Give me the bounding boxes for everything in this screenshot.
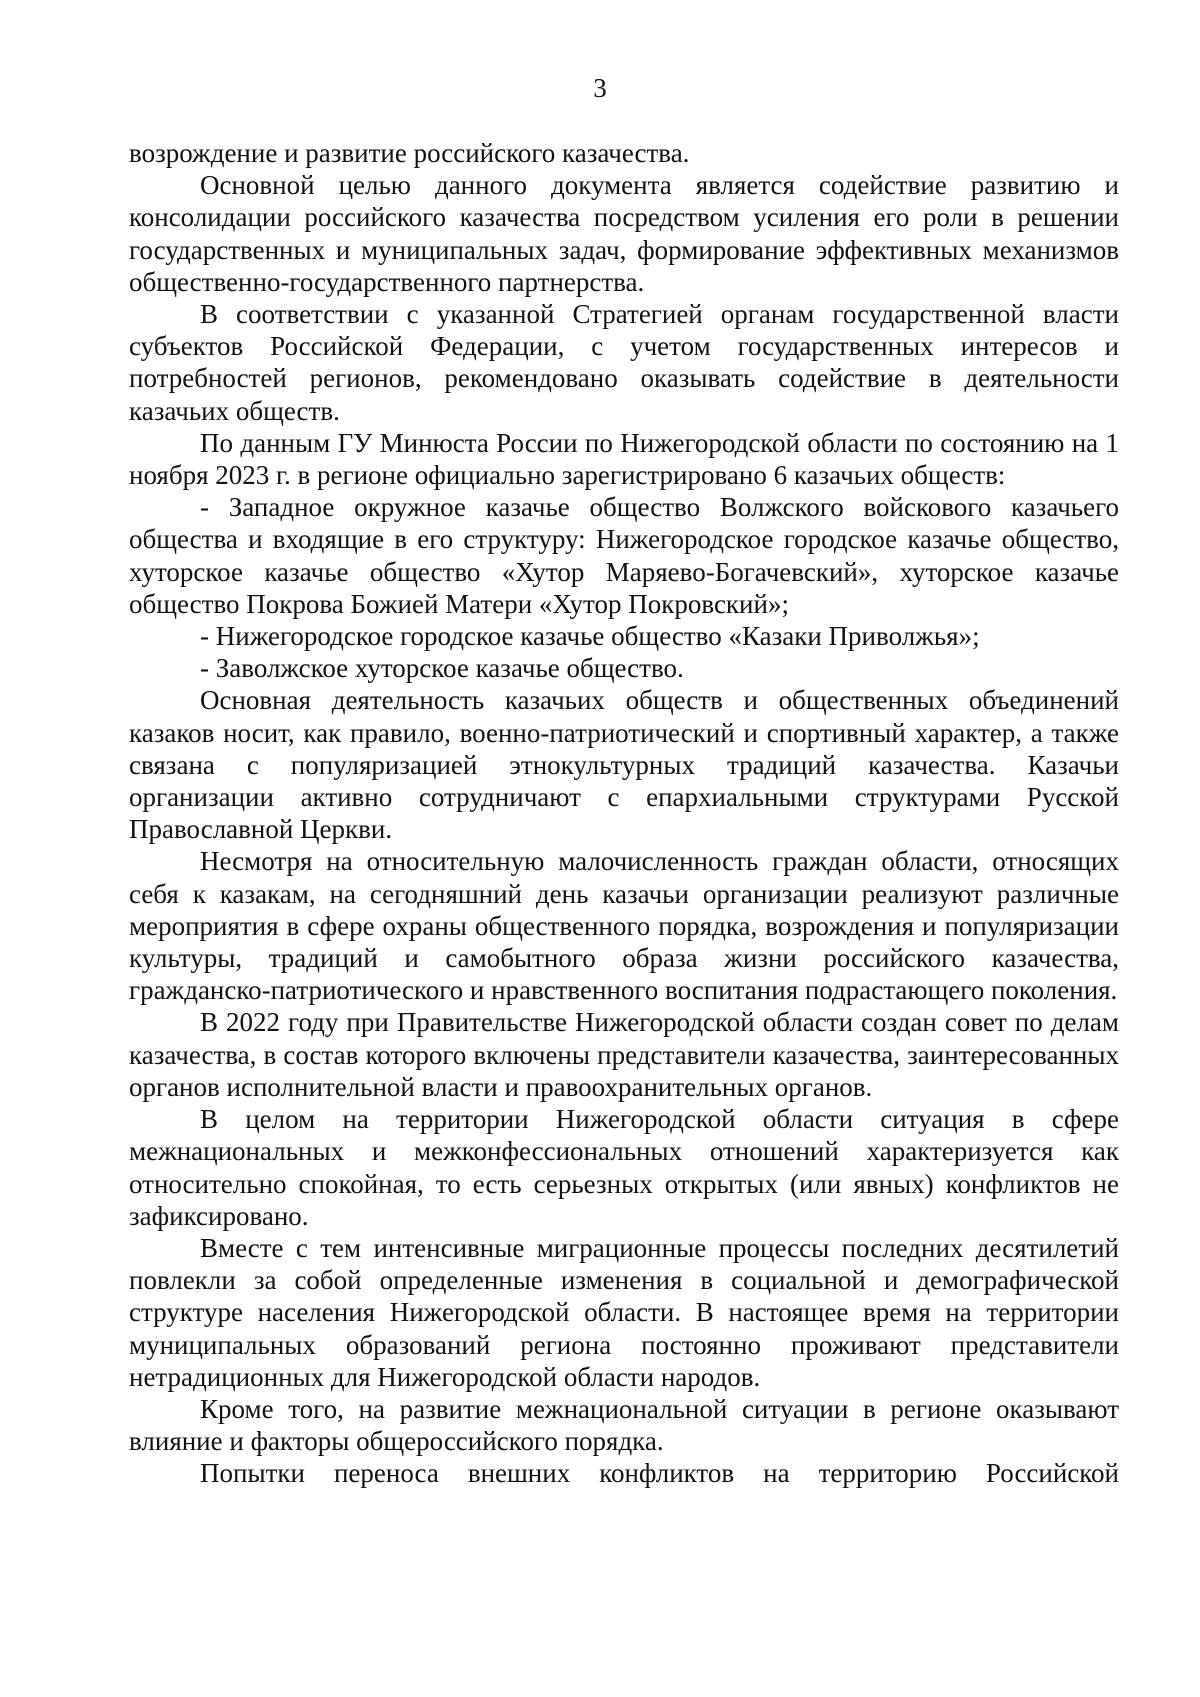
- paragraph-situation: В целом на территории Нижегородской области ситуация в сфере межнациональных и межконфессиональных отношений характеризуется как относительно спокойная, то есть серьезных открытых (или явных) конфликтов не зафиксировано.: [129, 1104, 1119, 1231]
- paragraph-registered-societies: По данным ГУ Минюста России по Нижегородской области по состоянию на 1 ноября 2023 г. в регионе официально зарегистрировано 6 казачьих обществ:: [129, 427, 1119, 491]
- list-item-kazaki-privolzhya: - Нижегородское городское казачье общество «Казаки Приволжья»;: [200, 621, 980, 652]
- page-number: 3: [593, 73, 607, 103]
- paragraph-continuation: возрождение и развитие российского казачества.: [129, 138, 690, 168]
- list-item-zavolzhskoe: - Заволжское хуторское казачье общество.: [200, 653, 684, 684]
- paragraph-external-conflicts: Попытки переноса внешних конфликтов на территорию Российской: [200, 1458, 1119, 1489]
- paragraph-migration: Вместе с тем интенсивные миграционные процессы последних десятилетий повлекли за собой определенные изменения в социальной и демографической структуре населения Нижегородской области. В настоящее время на территории муниципальных образований региона постоянно проживают представители нетрадиционных для Нижегородской области народов.: [129, 1232, 1119, 1392]
- paragraph-council: В 2022 году при Правительстве Нижегородской области создан совет по делам казачества, в состав которого включены представители казачества, заинтересованных органов исполнительной власти и правоохранительных органов.: [129, 1007, 1119, 1102]
- paragraph-events: Несмотря на относительную малочисленность граждан области, относящих себя к казакам, на сегодняшний день казачьи организации реализуют различные мероприятия в сфере охраны общественного порядка, возрождения и популяризации культуры, традиций и самобытного образа жизни российского казачества, гражданско-патриотического и нравственного воспитания подрастающего поколения.: [129, 846, 1119, 1006]
- list-item-western-society: - Западное окружное казачье общество Волжского войскового казачьего общества и входящие в его структуру: Нижегородское городское казачье общество, хуторское казачье общество «Хутор Маряево-Богачевский», хуторское казачье общество Покрова Божией Матери «Хутор Покровский»;: [129, 492, 1119, 619]
- paragraph-strategy: В соответствии с указанной Стратегией органам государственной власти субъектов Российской Федерации, с учетом государственных интересов и потребностей регионов, рекомендовано оказывать содействие в деятельности казачьих обществ.: [129, 299, 1119, 426]
- document-body: [129, 137, 1119, 1490]
- paragraph-main-activity: Основная деятельность казачьих обществ и общественных объединений казаков носит, как правило, военно-патриотический и спортивный характер, а также связана с популяризацией этнокультурных традиций казачества. Казачьи организации активно сотрудничают с епархиальными структурами Русской Православной Церкви.: [129, 685, 1119, 845]
- paragraph-goal: Основной целью данного документа является содействие развитию и консолидации российского казачества посредством усиления его роли в решении государственных и муниципальных задач, формирование эффективных механизмов общественно-государственного партнерства.: [129, 170, 1119, 297]
- paragraph-factors: Кроме того, на развитие межнациональной ситуации в регионе оказывают влияние и факторы общероссийского порядка.: [129, 1393, 1119, 1457]
